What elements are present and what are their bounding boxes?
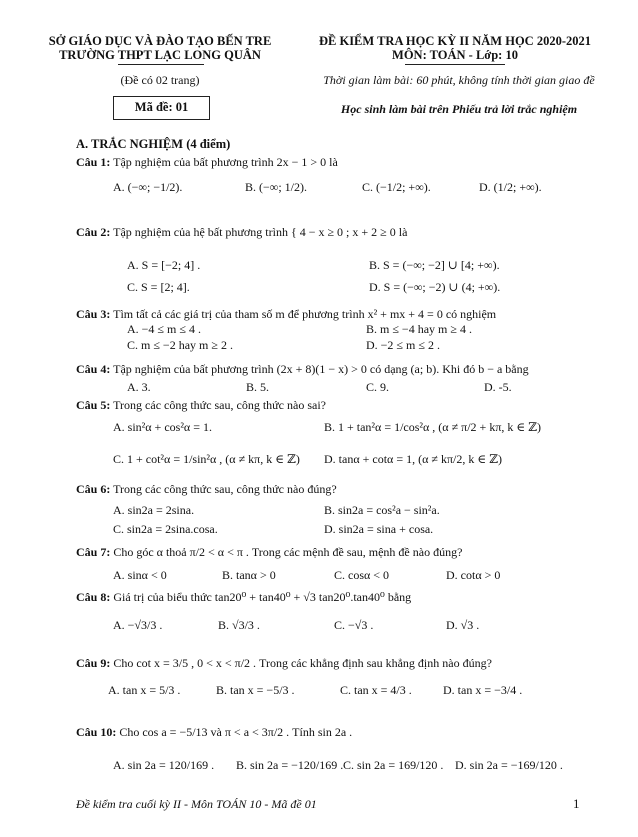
question-text: Tìm tất cả các giá trị của tham số m để phương trình x² + mx + 4 = 0 có nghiệm [113,307,497,321]
question-6-option-b[interactable]: B. sin2a = cos²a − sin²a. [324,503,440,517]
question-2-option-b[interactable]: B. S = (−∞; −2] ∪ [4; +∞). [369,258,500,272]
question-label: Câu 4: [76,362,111,376]
question-6-option-a[interactable]: A. sin2a = 2sina. [113,503,195,517]
question-text: Tập nghiệm của bất phương trình 2x − 1 > 0 là [113,155,338,169]
page-count: (Đề có 02 trang) [120,73,200,87]
exam-subject: MÔN: TOÁN - Lớp: 10 [392,48,518,62]
question-4-option-b[interactable]: B. 5. [246,380,270,394]
question-6-option-c[interactable]: C. sin2a = 2sina.cosa. [113,522,218,536]
question-3 [76,307,496,322]
question-text: Tập nghiệm của bất phương trình (2x + 8)(1 − x) > 0 có dạng (a; b). Khi đó b − a bằng [113,362,529,376]
subject-underline [405,64,505,65]
question-8-option-d[interactable]: D. √3 . [446,618,480,632]
question-7-option-c[interactable]: C. cosα < 0 [334,568,390,582]
question-10-option-b[interactable]: B. sin 2a = −120/169 . [236,758,344,772]
question-text: Cho cos a = −5/13 và π < a < 3π/2 . Tính sin 2a . [119,725,353,739]
question-3-option-c[interactable]: C. m ≤ −2 hay m ≥ 2 . [127,338,233,352]
question-8-option-b[interactable]: B. √3/3 . [218,618,260,632]
school-name: TRƯỜNG THPT LẠC LONG QUÂN [59,48,261,62]
question-8 [76,590,411,605]
question-10-option-d[interactable]: D. sin 2a = −169/120 . [455,758,563,772]
question-7-option-d[interactable]: D. cotα > 0 [446,568,501,582]
section-a-title: A. TRẮC NGHIỆM (4 điểm) [76,137,231,151]
question-1-option-d[interactable]: D. (1/2; +∞). [479,180,542,194]
footer-text: Đề kiểm tra cuối kỳ II - Môn TOÁN 10 - Mã đề 01 [76,797,317,811]
question-1 [76,155,338,170]
question-2-option-d[interactable]: D. S = (−∞; −2) ∪ (4; +∞). [369,280,501,294]
school-underline [118,64,204,65]
question-1-option-a[interactable]: A. (−∞; −1/2). [113,180,183,194]
question-label: Câu 9: [76,656,111,670]
question-4-option-d[interactable]: D. -5. [484,380,512,394]
question-3-option-a[interactable]: A. −4 ≤ m ≤ 4 . [127,322,201,336]
time-limit: Thời gian làm bài: 60 phút, không tính thời gian giao đề [323,73,595,87]
question-4-option-a[interactable]: A. 3. [127,380,151,394]
page-number: 1 [573,796,580,811]
question-text: Trong các công thức sau, công thức nào sai? [113,398,326,412]
question-9-option-a[interactable]: A. tan x = 5/3 . [108,683,181,697]
question-7 [76,545,462,560]
question-2-option-a[interactable]: A. S = [−2; 4] . [127,258,201,272]
question-text: Cho góc α thoả π/2 < α < π . Trong các mệnh đề sau, mệnh đề nào đúng? [113,545,463,559]
question-label: Câu 3: [76,307,111,321]
question-2 [76,225,407,240]
question-label: Câu 5: [76,398,111,412]
question-6-option-d[interactable]: D. sin2a = sina + cosa. [324,522,434,536]
question-text: Trong các công thức sau, công thức nào đúng? [113,482,337,496]
question-2-option-c[interactable]: C. S = [2; 4]. [127,280,190,294]
question-label: Câu 2: [76,225,111,239]
question-9-option-c[interactable]: C. tan x = 4/3 . [340,683,412,697]
question-7-option-b[interactable]: B. tanα > 0 [222,568,276,582]
question-label: Câu 8: [76,590,111,604]
question-10-option-a[interactable]: A. sin 2a = 120/169 . [113,758,215,772]
question-8-option-a[interactable]: A. −√3/3 . [113,618,163,632]
question-5 [76,398,326,413]
question-5-option-d[interactable]: D. tanα + cotα = 1, (α ≠ kπ/2, k ∈ ℤ) [324,452,502,466]
exam-title: ĐỀ KIỂM TRA HỌC KỲ II NĂM HỌC 2020-2021 [318,34,591,48]
question-3-option-d[interactable]: D. −2 ≤ m ≤ 2 . [366,338,440,352]
department-name: SỞ GIÁO DỤC VÀ ĐÀO TẠO BẾN TRE [48,34,272,48]
question-9 [76,656,492,671]
question-text: Giá trị của biểu thức tan20⁰ + tan40⁰ + √3 tan20⁰.tan40⁰ bằng [113,590,412,604]
question-text: Tập nghiệm của hệ bất phương trình { 4 − x ≥ 0 ; x + 2 ≥ 0 là [113,225,408,239]
question-9-option-d[interactable]: D. tan x = −3/4 . [443,683,523,697]
question-label: Câu 6: [76,482,111,496]
question-3-option-b[interactable]: B. m ≤ −4 hay m ≥ 4 . [366,322,472,336]
question-9-option-b[interactable]: B. tan x = −5/3 . [216,683,295,697]
exam-code: Mã đề: 01 [134,100,189,114]
question-label: Câu 7: [76,545,111,559]
question-10 [76,725,352,740]
question-4 [76,362,529,377]
question-label: Câu 1: [76,155,111,169]
question-5-option-c[interactable]: C. 1 + cot²α = 1/sin²α , (α ≠ kπ, k ∈ ℤ) [113,452,300,466]
question-10-option-c[interactable]: C. sin 2a = 169/120 . [343,758,444,772]
question-8-option-c[interactable]: C. −√3 . [334,618,374,632]
question-5-option-a[interactable]: A. sin²α + cos²α = 1. [113,420,212,434]
question-4-option-c[interactable]: C. 9. [366,380,390,394]
question-7-option-a[interactable]: A. sinα < 0 [113,568,167,582]
question-5-option-b[interactable]: B. 1 + tan²α = 1/cos²α , (α ≠ π/2 + kπ, k ∈ ℤ) [324,420,542,434]
question-1-option-b[interactable]: B. (−∞; 1/2). [245,180,307,194]
answer-instruction: Học sinh làm bài trên Phiếu trả lời trắc nghiệm [340,102,578,116]
question-text: Cho cot x = 3/5 , 0 < x < π/2 . Trong các khẳng định sau khẳng định nào đúng? [113,656,492,670]
question-6 [76,482,337,497]
question-1-option-c[interactable]: C. (−1/2; +∞). [362,180,431,194]
question-label: Câu 10: [76,725,117,739]
